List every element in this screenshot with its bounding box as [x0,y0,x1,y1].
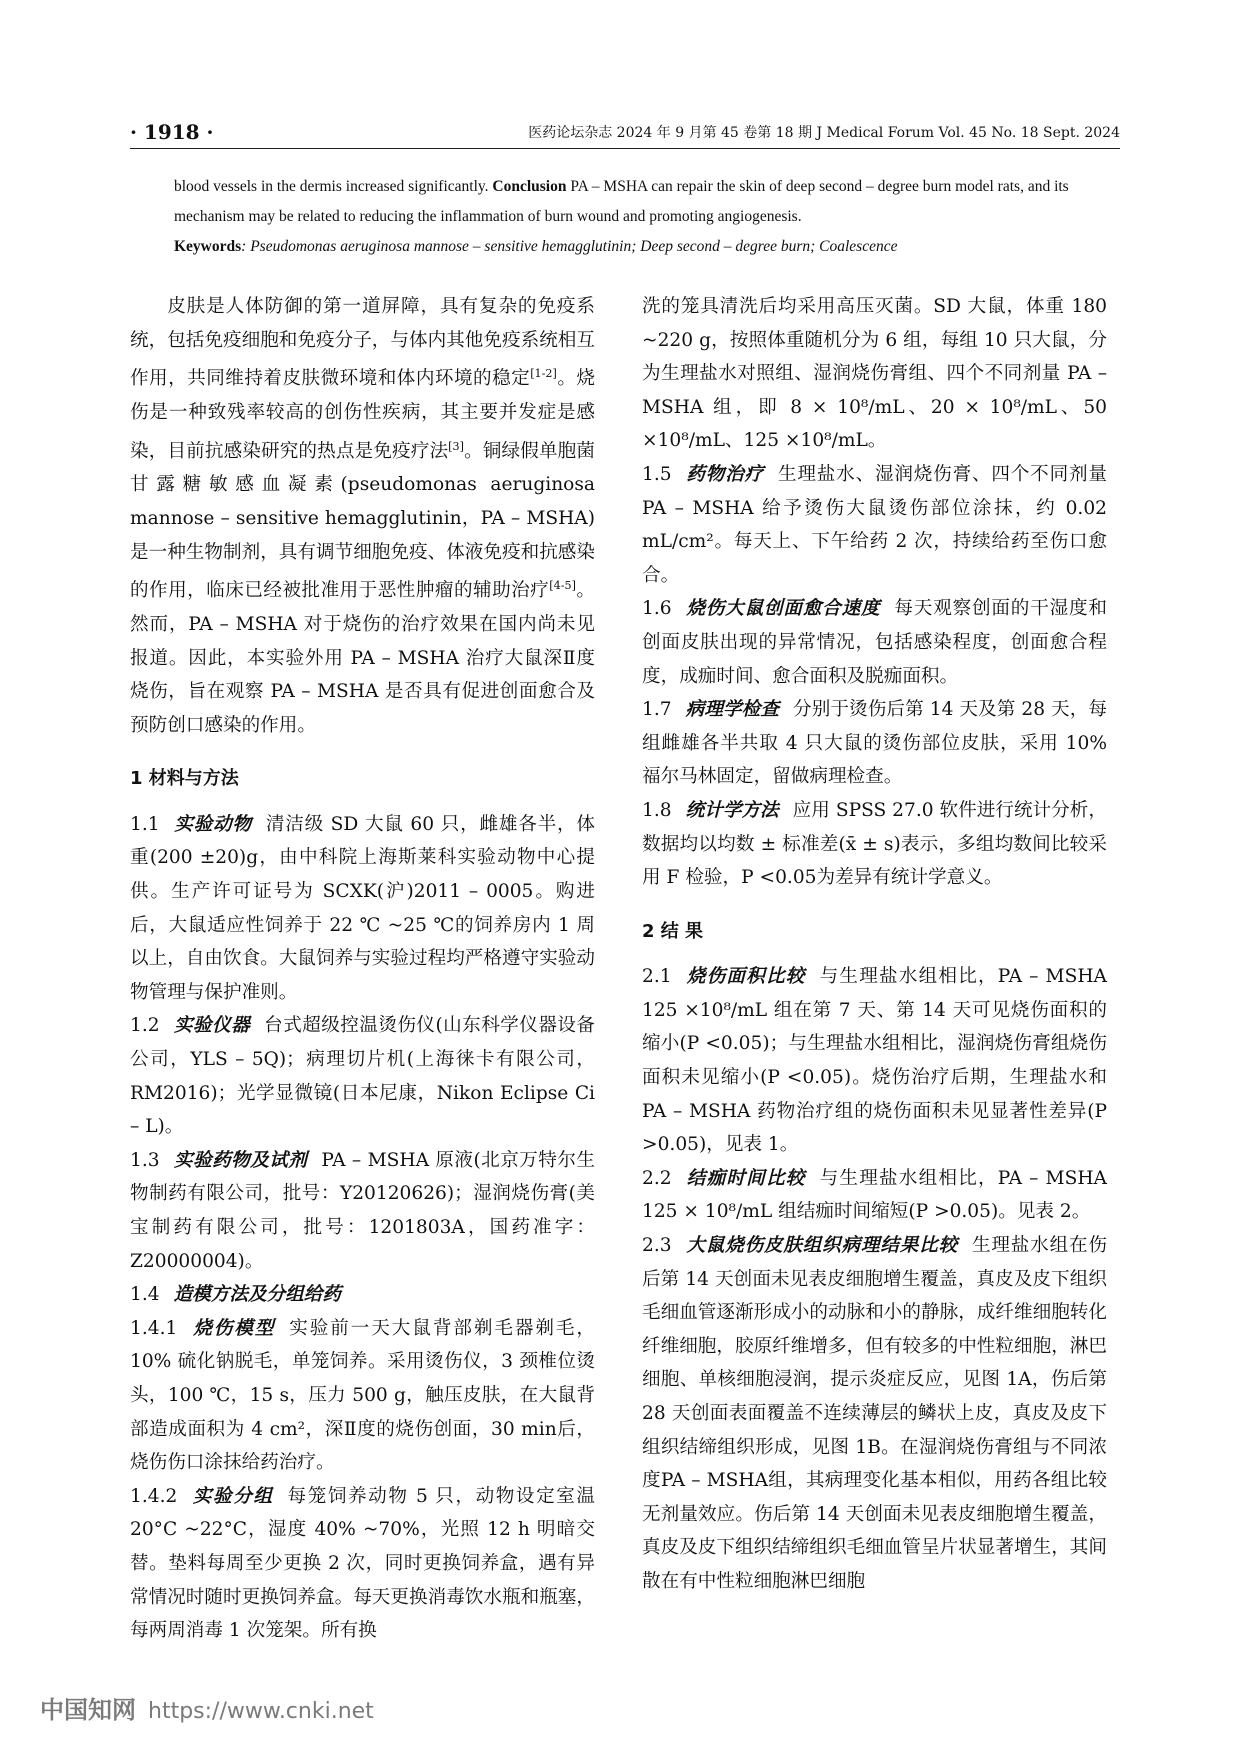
subsection-title: 实验分组 [191,1485,274,1507]
subsection-title: 药物治疗 [685,463,764,485]
subsection-1-4-1 [130,1312,595,1480]
subsection-text: PA – MSHA 原液(北京万特尔生物制药有限公司，批号：Y20120626)；湿润烧伤膏(美宝制药有限公司，批号：1201803A，国药准字：Z20000004)。 [130,1149,595,1272]
right-column [642,290,1107,1599]
subsection-1-7 [642,693,1107,794]
subsection-title: 病理学检查 [685,699,780,721]
subsection-text: 实验前一天大鼠背部剃毛器剃毛，10% 硫化钠脱毛，单笼饲养。采用烫伤仪，3 颈椎位烫头，100 ℃，15 s，压力 500 g，触压皮肤，在大鼠背部造成面积为 4 cm²，深Ⅱ度的烧伤创面，30 min后，烧伤伤口涂抹给药治疗。 [130,1317,595,1474]
subsection-text: 清洁级 SD 大鼠 60 只，雌雄各半，体重(200 ±20)g，由中科院上海斯莱科实验动物中心提供。生产许可证号为 SCXK(沪)2011 – 0005。购进后，大鼠适应性饲养于 22 ℃ ~25 ℃的饲养房内 1 周以上，自由饮食。大鼠饲养与实验过程均严格遵守实验动物管理与保护准则。 [130,813,595,1003]
subsection-number: 1.8 [642,799,672,821]
intro-text-a: 皮肤是人体防御的第一道屏障，具有复杂的免疫系统，包括免疫细胞和免疫分子，与体内其他免疫系统相互作用，共同维持着皮肤微环境和体内环境的稳定 [130,296,595,390]
subsection-title: 烧伤大鼠创面愈合速度 [685,598,881,620]
subsection-title: 烧伤面积比较 [685,966,806,988]
subsection-1-1 [130,808,595,1010]
subsection-number: 2.2 [642,1167,672,1189]
subsection-text: 应用 SPSS 27.0 软件进行统计分析，数据均以均数 ± 标准差(x̄ ± s)表示，多组均数间比较采用 F 检验，P <0.05为差异有统计学意义。 [642,799,1107,889]
subsection-number: 1.4.2 [130,1485,178,1507]
subsection-title: 统计学方法 [685,799,779,821]
abstract-text-b: PA – MSHA can repair the skin of deep second – degree burn model rats, and its mechanism may be related to reducing the inflammation of burn wound and promoting angiogenesis. [174,178,1069,225]
subsection-text: 生理盐水组在伤后第 14 天创面未见表皮细胞增生覆盖，真皮及皮下组织毛细血管逐渐形成小的动脉和小的静脉，成纤维细胞转化纤维细胞，胶原纤维增多，但有较多的中性粒细胞，淋巴细胞、单核细胞浸润，提示炎症反应，见图 1A，伤后第 28 天创面表面覆盖不连续薄层的鳞状上皮，真皮及皮下组织结缔组织形成，见图 1B。在湿润烧伤膏组与不同浓度PA – MSHA组，其病理变化基本相似，用药各组比较无剂量效应。伤后第 14 天创面未见表皮细胞增生覆盖，真皮及皮下组织结缔组织毛细血管呈片状显著增生，其间散在有中性粒细胞淋巴细胞 [642,1235,1107,1592]
subsection-number: 1.4.1 [130,1317,178,1339]
intro-text-b: 。烧伤是一种致残率较高的创伤性疾病，其主要并发症是感染，目前抗感染研究的热点是免疫疗法 [130,368,595,462]
watermark-url: https://www.cnki.net [148,1699,374,1724]
citation: [4-5] [549,579,576,593]
subsection-2-1 [642,960,1107,1162]
page-header [130,120,1120,149]
subsection-text: 与生理盐水组相比，PA – MSHA 125 × 10⁸/mL 组结痂时间缩短(P >0.05)。见表 2。 [642,1167,1107,1223]
subsection-1-2 [130,1009,595,1143]
intro-text-d: 。然而，PA – MSHA 对于烧伤的治疗效果在国内尚未见报道。因此，本实验外用 PA – MSHA 治疗大鼠深Ⅱ度烧伤，旨在观察 PA – MSHA 是否具有促进创面愈合及预防创口感染的作用。 [130,580,595,736]
subsection-number: 1.3 [130,1149,160,1171]
subsection-title: 造模方法及分组给药 [173,1284,341,1306]
subsection-2-3 [642,1229,1107,1599]
left-column [130,290,595,1648]
subsection-2-2 [642,1162,1107,1229]
subsection-number: 1.7 [642,699,672,721]
subsection-1-6 [642,592,1107,693]
subsection-1-5 [642,458,1107,592]
citation: [3] [448,439,464,453]
subsection-number: 1.5 [642,463,672,485]
subsection-1-3 [130,1144,595,1278]
subsection-title: 实验药物及试剂 [173,1149,308,1171]
conclusion-label: Conclusion [492,178,567,195]
subsection-text: 与生理盐水组相比，PA – MSHA 125 ×10⁸/mL 组在第 7 天、第 14 天可见烧伤面积的缩小(P <0.05)；与生理盐水组相比，湿润烧伤膏组烧伤面积未见缩小(P <0.05)。烧伤治疗后期，生理盐水和 PA – MSHA 药物治疗组的烧伤面积未见显著性差异(P >0.05)，见表 1。 [642,966,1107,1156]
journal-info: 医药论坛杂志 2024 年 9 月第 45 卷第 18 期 J Medical Forum Vol. 45 No. 18 Sept. 2024 [528,125,1120,141]
subsection-1-8 [642,794,1107,895]
section-heading: 2 结 果 [642,920,704,942]
keywords-text: : Pseudomonas aeruginosa mannose – sensitive hemagglutinin; Deep second – degree burn; Coalescence [241,238,898,255]
keywords-label: Keywords [174,238,242,255]
citation: [1-2] [530,367,557,381]
subsection-title: 实验动物 [173,813,252,835]
watermark-site-name: 中国知网 [40,1696,136,1724]
abstract-text-a: blood vessels in the dermis increased significantly. [174,178,493,195]
subsection-title: 结痂时间比较 [685,1167,806,1189]
subsection-number: 2.3 [642,1235,672,1257]
subsection-text: 分别于烫伤后第 14 天及第 28 天，每组雌雄各半共取 4 只大鼠的烫伤部位皮肤，采用 10% 福尔马林固定，留做病理检查。 [642,699,1107,788]
subsection-text: 每笼饲养动物 5 只，动物设定室温 20°C ~22°C，湿度 40% ~70%，光照 12 h 明暗交替。垫料每周至少更换 2 次，同时更换饲养盒，遇有异常情况时随时更换饲养盒。每天更换消毒饮水瓶和瓶塞，每两周消毒 1 次笼架。所有换 [130,1485,595,1642]
continued-paragraph: 洗的笼具清洗后均采用高压灭菌。SD 大鼠，体重 180 ~220 g，按照体重随机分为 6 组，每组 10 只大鼠，分为生理盐水对照组、湿润烧伤膏组、四个不同剂量 PA – MSHA 组，即 8 × 10⁸/mL、20 × 10⁸/mL、50 ×10⁸/mL、125 ×10⁸/mL。 [642,296,1107,452]
page-number: · 1918 · [130,120,214,144]
intro-text-c: 。铜绿假单胞菌甘露糖敏感血凝素(pseudomonas aeruginosa mannose – sensitive hemagglutinin，PA – MSHA)是一种生物制剂，具有调节细胞免疫、体液免疫和抗感染的作用，临床已经被批准用于恶性肿瘤的辅助治疗 [130,440,595,602]
subsection-text: 台式超级控温烫伤仪(山东科学仪器设备公司，YLS – 5Q)；病理切片机(上海徕卡有限公司，RM2016)；光学显微镜(日本尼康，Nikon Eclipse Ci – L)。 [130,1015,595,1138]
subsection-title: 烧伤模型 [191,1317,276,1339]
subsection-number: 1.4 [130,1284,160,1306]
subsection-text: 生理盐水、湿润烧伤膏、四个不同剂量 PA – MSHA 给予烫伤大鼠烫伤部位涂抹，约 0.02 mL/cm²。每天上、下午给药 2 次，持续给药至伤口愈合。 [642,463,1107,586]
english-abstract-tail [174,172,1120,262]
subsection-title: 实验仪器 [173,1015,251,1037]
cnki-watermark [40,1690,374,1725]
subsection-title: 大鼠烧伤皮肤组织病理结果比较 [685,1235,958,1257]
subsection-number: 1.1 [130,813,160,835]
subsection-1-4-2 [130,1480,595,1648]
section-heading: 1 材料与方法 [130,768,239,790]
subsection-number: 2.1 [642,966,672,988]
intro-paragraph [130,290,595,742]
subsection-text: 每天观察创面的干湿度和创面皮肤出现的异常情况，包括感染程度，创面愈合程度，成痂时间、愈合面积及脱痂面积。 [642,598,1107,687]
subsection-number: 1.6 [642,598,672,620]
subsection-number: 1.2 [130,1015,160,1037]
subsection-1-4 [130,1278,595,1312]
